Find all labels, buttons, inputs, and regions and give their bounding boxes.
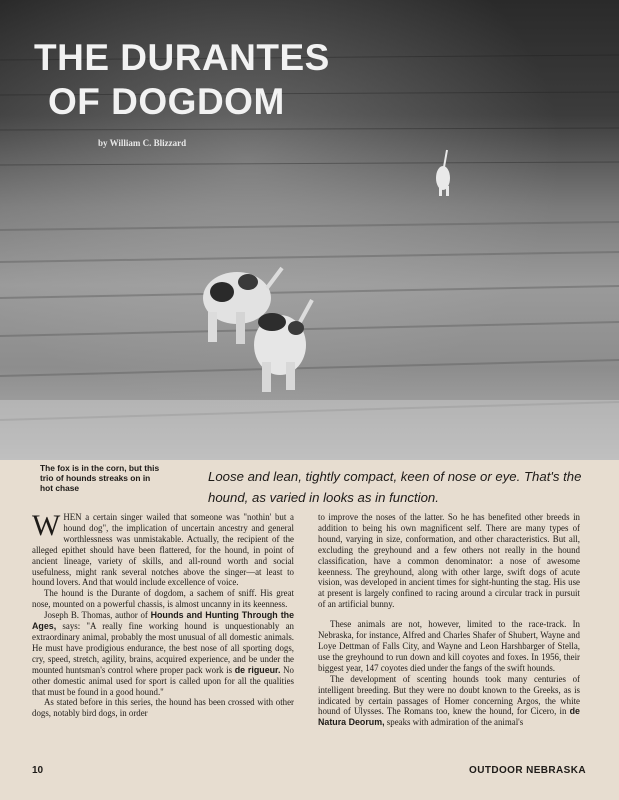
byline: by William C. Blizzard bbox=[98, 138, 187, 148]
title-line-2: OF DOGDOM bbox=[48, 81, 285, 122]
paragraph: The hound is the Durante of dogdom, a sachem of sniff. His great nose, mounted on a powerful chassis, is almost uncanny in its keenness. bbox=[32, 588, 294, 610]
title-line-1: THE DURANTES bbox=[34, 37, 330, 78]
distant-hound bbox=[436, 150, 450, 196]
paragraph: Joseph B. Thomas, author of Hounds and Hunting Through the Ages, says: "A really fine working hound is unquestionably an extraordinary animal, probably the most unusual of all domestic animals. He must have prodigious endurance, the best nose of all sporting dogs, cry, speed, stretch, agility, brains, acquired experience, and be under the mounted huntsman's control where proper pack work is de rigueur. No other domestic animal used for sport is called upon for all the qualities that must be found in a good hound." bbox=[32, 610, 295, 697]
paragraph: As stated before in this series, the hound has been crossed with other dogs, notably bird dogs, in order bbox=[32, 697, 294, 719]
paragraph: to improve the noses of the latter. So he has benefited other breeds in addition to being his own magnificent self. There are many types of hound, varying in size, conformation, and other characteristics. But all, excluding the greyhound and a few others not really in the hound classification, have a common denominator: a nose of awesome keenness. The greyhound, along with other large, swift dogs of acute vision, was developed in ancient times for sight-hunting the stag. His use at present is largely confined to racing around a circular track in pursuit of an artificial bunny. bbox=[318, 512, 580, 610]
article-title bbox=[34, 36, 330, 124]
paragraph: These animals are not, however, limited to the race-track. In Nebraska, for instance, Alfred and Charles Shafer of Shubert, Wayne and Loye Dettman of Falls City, and Wayne and Leon Harshbarger of Stella, use the greyhound to run down and kill coyotes and foxes. In 1956, their biggest year, 147 coyotes died under the fangs of the swift hounds. bbox=[318, 619, 580, 673]
book-title: de Natura Deorum, bbox=[318, 706, 580, 728]
body-column-left bbox=[32, 509, 295, 719]
term: de rigueur. bbox=[234, 664, 281, 675]
page-number: 10 bbox=[32, 765, 44, 776]
book-title: Hounds and Hunting Through the Ages, bbox=[32, 610, 295, 632]
drop-cap: W bbox=[32, 509, 61, 542]
photo-caption: The fox is in the corn, but this trio of hounds streaks on in hot chase bbox=[40, 463, 160, 493]
magazine-name: OUTDOOR NEBRASKA bbox=[469, 765, 586, 776]
body-column-right bbox=[318, 512, 580, 728]
article-deck: Loose and lean, tightly compact, keen of nose or eye. That's the hound, as varied in looks as in function. bbox=[208, 469, 582, 505]
paragraph: WHEN a certain singer wailed that someone was "nothin' but a hound dog", the implication of uncertain ancestry and general worthlessness was unmistakable. Actually, the recipient of the alleged epithet should have been flattered, for the hound, in point of ancient lineage, variety of skills, and all-round worth and social usefulness, might rank several notches above the singer—at least to hound lovers. And that would include excellence of voice. bbox=[32, 509, 294, 588]
paragraph: The development of scenting hounds took many centuries of intelligent breeding. But they were no doubt known to the Greeks, as is indicated by certain passages of Homer concerning Argos, the white hound of Ulysses. The Romans too, knew the hound, for Cicero, in de Natura Deorum, speaks with admiration of the animal's bbox=[318, 673, 580, 728]
